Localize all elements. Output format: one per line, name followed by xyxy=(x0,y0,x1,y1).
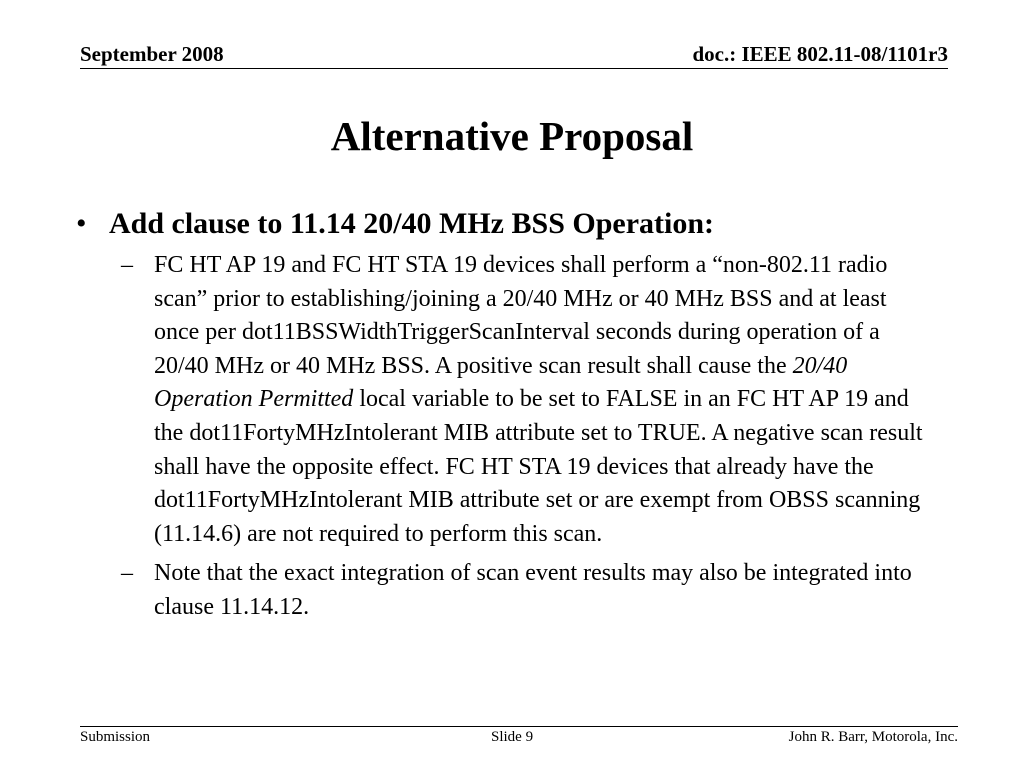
slide-title: Alternative Proposal xyxy=(330,113,694,159)
sub-bullet-text-part2: local variable to be set to FALSE in an FC HT AP 19 and the dot11FortyMHzIntolerant MIB attribute set to TRUE. A negative scan result shall have the opposite effect. FC HT STA 19 devices that already have the dot11FortyMHzIntolerant MIB attribute set or are exempt from OBSS scanning (11.14.6) are not required to perform this scan. xyxy=(154,386,923,547)
bullet-marker: • xyxy=(76,207,87,240)
dash-marker: – xyxy=(121,252,133,278)
bullet-item xyxy=(76,205,946,243)
sub-bullet-text-part1: FC HT AP 19 and FC HT STA 19 devices shall perform a “non-802.11 radio scan” prior to establishing/joining a 20/40 MHz or 40 MHz BSS and at least once per dot11BSSWidthTriggerScanInterval seconds during operation of a 20/40 MHz or 40 MHz BSS. A positive scan result shall cause the xyxy=(154,252,888,379)
sub-bullet-text: Note that the exact integration of scan event results may also be integrated into clause 11.14.12. xyxy=(154,560,912,620)
header-divider xyxy=(80,68,948,69)
slide-body xyxy=(76,205,946,631)
header-doc-id: doc.: IEEE 802.11-08/1101r3 xyxy=(692,42,948,66)
footer-divider xyxy=(80,726,958,727)
slide-header xyxy=(80,42,948,68)
sub-bullet-item xyxy=(76,249,934,551)
footer-author: John R. Barr, Motorola, Inc. xyxy=(788,729,958,745)
header-date: September 2008 xyxy=(80,42,224,66)
footer-slide-number: Slide 9 xyxy=(491,729,534,745)
dash-marker: – xyxy=(121,560,133,587)
sub-bullet-list xyxy=(76,249,946,625)
sub-bullet-item xyxy=(76,557,934,624)
bullet-text: Add clause to 11.14 20/40 MHz BSS Operation: xyxy=(109,207,715,240)
footer-submission: Submission xyxy=(80,729,151,745)
sub-bullet-italic-term: 20/40 Operation Permitted xyxy=(154,352,848,413)
